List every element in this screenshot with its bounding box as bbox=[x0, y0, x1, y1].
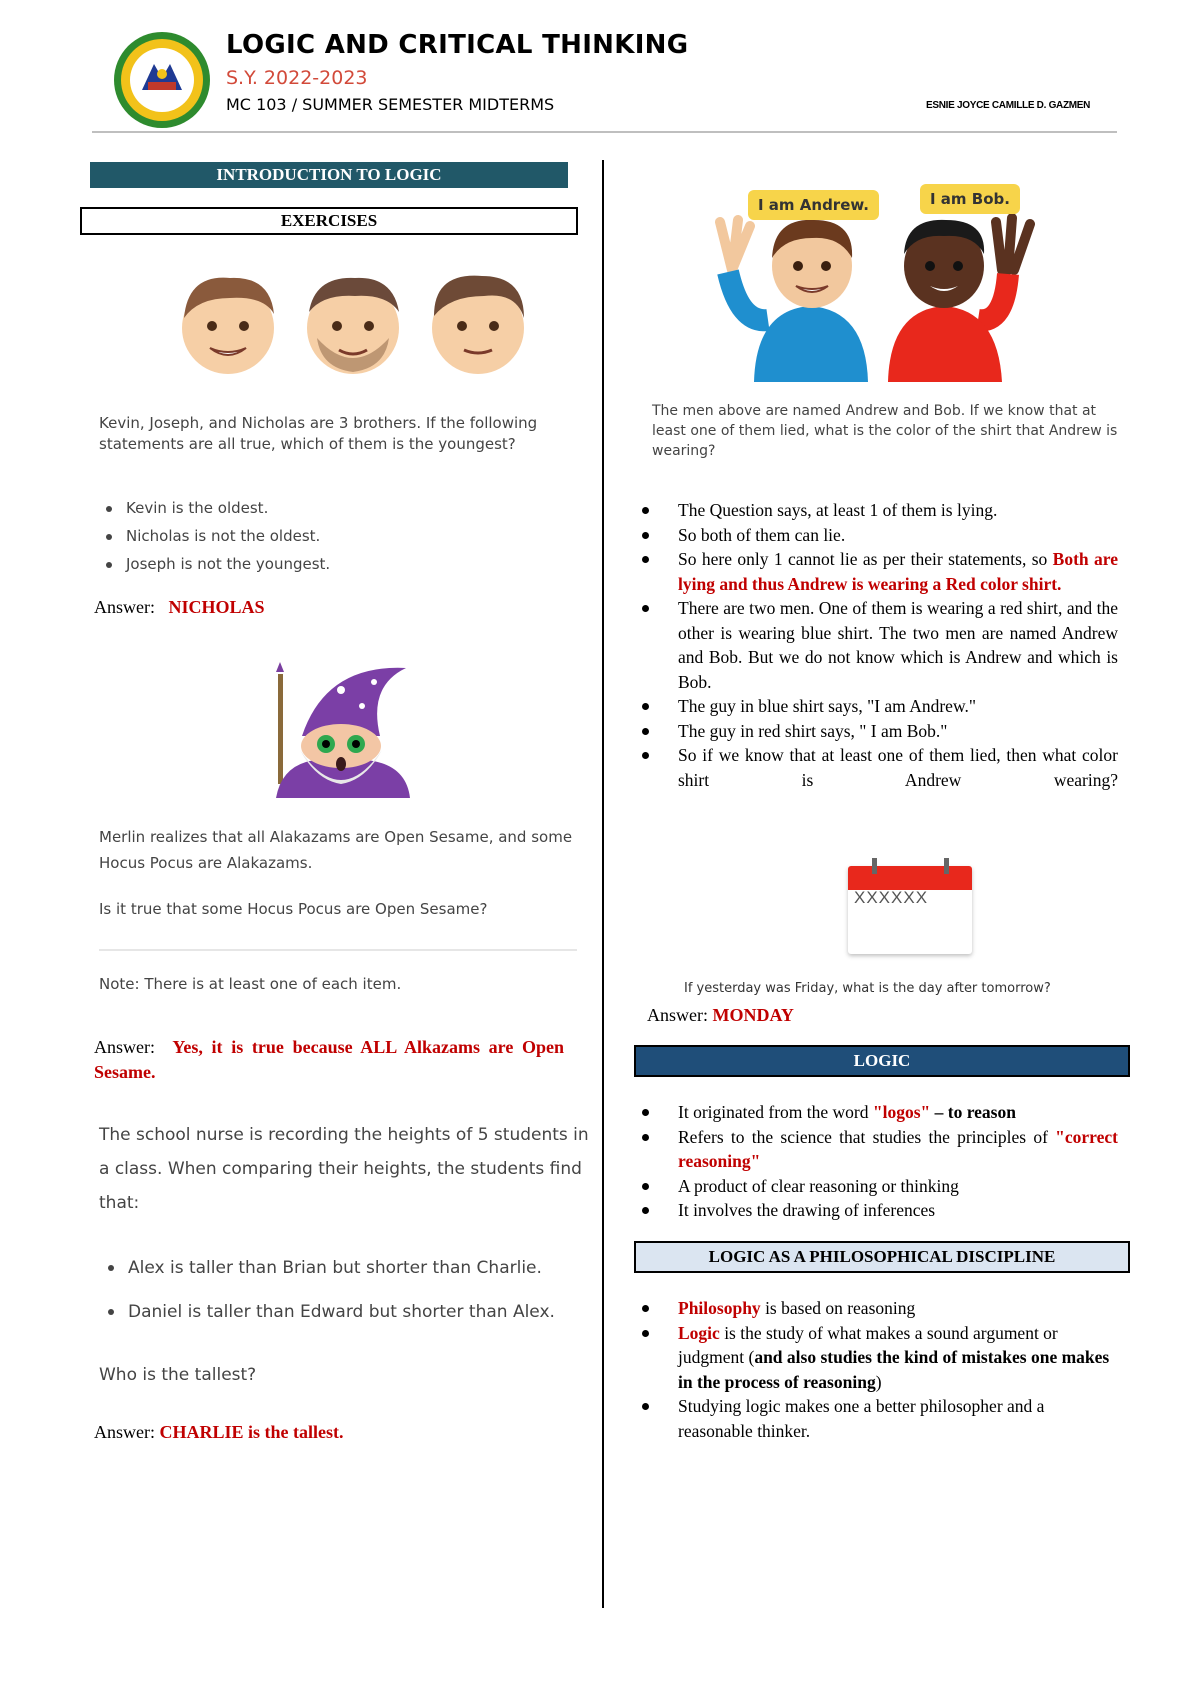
list-item: Philosophy is based on reasoning bbox=[634, 1296, 1118, 1321]
column-divider bbox=[602, 160, 604, 1608]
school-seal-logo bbox=[112, 30, 212, 130]
question-day-text: If yesterday was Friday, what is the day after tomorrow? bbox=[684, 981, 1051, 996]
answer-brothers-value: NICHOLAS bbox=[168, 597, 265, 617]
list-item: There are two men. One of them is wearing a red shirt, and the other is wearing blue shirt. The two men are named Andrew and Bob. But we do not know which is Andrew and which is Bob. bbox=[634, 596, 1118, 694]
list-item: The guy in blue shirt says, "I am Andrew." bbox=[634, 694, 1118, 719]
list-item: Logic is the study of what makes a sound argument or judgment (and also studies the kind of mistakes one makes in the process of reasoning) bbox=[634, 1321, 1118, 1395]
list-item: So if we know that at least one of them lied, then what color shirt is Andrew wearing? bbox=[634, 743, 1118, 792]
answer-merlin: Answer: Yes, it is true because ALL Alkazams are Open Sesame. bbox=[94, 1037, 565, 1082]
list-item: Studying logic makes one a better philosopher and a reasonable thinker. bbox=[634, 1394, 1118, 1443]
course-label: MC 103 / SUMMER SEMESTER MIDTERMS bbox=[226, 95, 555, 114]
list-item: Kevin is the oldest. bbox=[106, 494, 566, 522]
author-name: ESNIE JOYCE CAMILLE D. GAZMEN bbox=[926, 100, 1091, 111]
answer-day: Answer: MONDAY bbox=[647, 1005, 794, 1025]
answer-day-value: MONDAY bbox=[712, 1005, 794, 1025]
list-item: So here only 1 cannot lie as per their statements, so Both are lying and thus Andrew is wearing a Red color shirt. bbox=[634, 547, 1118, 596]
question-heights-question: Who is the tallest? bbox=[99, 1365, 257, 1385]
list-item: Joseph is not the youngest. bbox=[106, 550, 566, 578]
speech-bubble-andrew: I am Andrew. bbox=[748, 190, 879, 220]
question-andrew-bob-text: The men above are named Andrew and Bob. If we know that at least one of them lied, what is the color of the shirt that Andrew is wearing? bbox=[652, 403, 1118, 459]
document-title: LOGIC AND CRITICAL THINKING bbox=[226, 30, 689, 60]
list-item: Nicholas is not the oldest. bbox=[106, 522, 566, 550]
speech-bubble-bob: I am Bob. bbox=[920, 184, 1020, 214]
calendar-marks: XXXXXX bbox=[854, 888, 929, 907]
question-divider bbox=[99, 949, 577, 951]
question-brothers-text: Kevin, Joseph, and Nicholas are 3 brothers. If the following statements are all true, which of them is the youngest? bbox=[99, 414, 538, 453]
andrew-bob-explanation-list bbox=[634, 498, 1118, 792]
answer-heights-value: CHARLIE is the tallest. bbox=[159, 1422, 344, 1442]
question-merlin-question: Is it true that some Hocus Pocus are Open Sesame? bbox=[99, 900, 488, 918]
answer-heights: Answer: CHARLIE is the tallest. bbox=[94, 1422, 344, 1442]
header-divider bbox=[92, 131, 1117, 133]
philosophy-list bbox=[634, 1296, 1118, 1443]
question-brothers-bullets bbox=[106, 494, 566, 578]
three-brothers-illustration bbox=[170, 268, 540, 376]
logic-definition-list bbox=[634, 1100, 1118, 1223]
list-item: Alex is taller than Brian but shorter than Charlie. bbox=[108, 1246, 608, 1290]
banner-logic-as-philosophical-discipline: LOGIC AS A PHILOSOPHICAL DISCIPLINE bbox=[634, 1241, 1130, 1273]
banner-logic: LOGIC bbox=[634, 1045, 1130, 1077]
andrew-bob-illustration bbox=[708, 174, 1138, 382]
wizard-illustration bbox=[256, 660, 426, 798]
list-item: It involves the drawing of inferences bbox=[634, 1198, 1118, 1223]
question-heights-bullets bbox=[108, 1246, 608, 1334]
question-merlin-text: Merlin realizes that all Alakazams are Open Sesame, and some Hocus Pocus are Alakazams. bbox=[99, 828, 573, 872]
calendar-icon bbox=[848, 858, 974, 958]
school-year: S.Y. 2022-2023 bbox=[226, 67, 368, 89]
list-item: Daniel is taller than Edward but shorter than Alex. bbox=[108, 1290, 608, 1334]
banner-exercises: EXERCISES bbox=[80, 207, 578, 235]
list-item: Refers to the science that studies the principles of "correct reasoning" bbox=[634, 1125, 1118, 1174]
list-item: So both of them can lie. bbox=[634, 523, 1118, 548]
banner-introduction-to-logic: INTRODUCTION TO LOGIC bbox=[90, 162, 568, 188]
list-item: The Question says, at least 1 of them is lying. bbox=[634, 498, 1118, 523]
answer-merlin-value: Yes, it is true because ALL Alkazams are Open Sesame. bbox=[94, 1037, 565, 1082]
answer-brothers: Answer: NICHOLAS bbox=[94, 597, 265, 617]
list-item: The guy in red shirt says, " I am Bob." bbox=[634, 719, 1118, 744]
list-item: It originated from the word "logos" – to reason bbox=[634, 1100, 1118, 1125]
question-merlin-note: Note: There is at least one of each item. bbox=[99, 975, 402, 993]
question-heights-text: The school nurse is recording the heights of 5 students in a class. When comparing their heights, the students find that: bbox=[99, 1125, 589, 1213]
list-item: A product of clear reasoning or thinking bbox=[634, 1174, 1118, 1199]
